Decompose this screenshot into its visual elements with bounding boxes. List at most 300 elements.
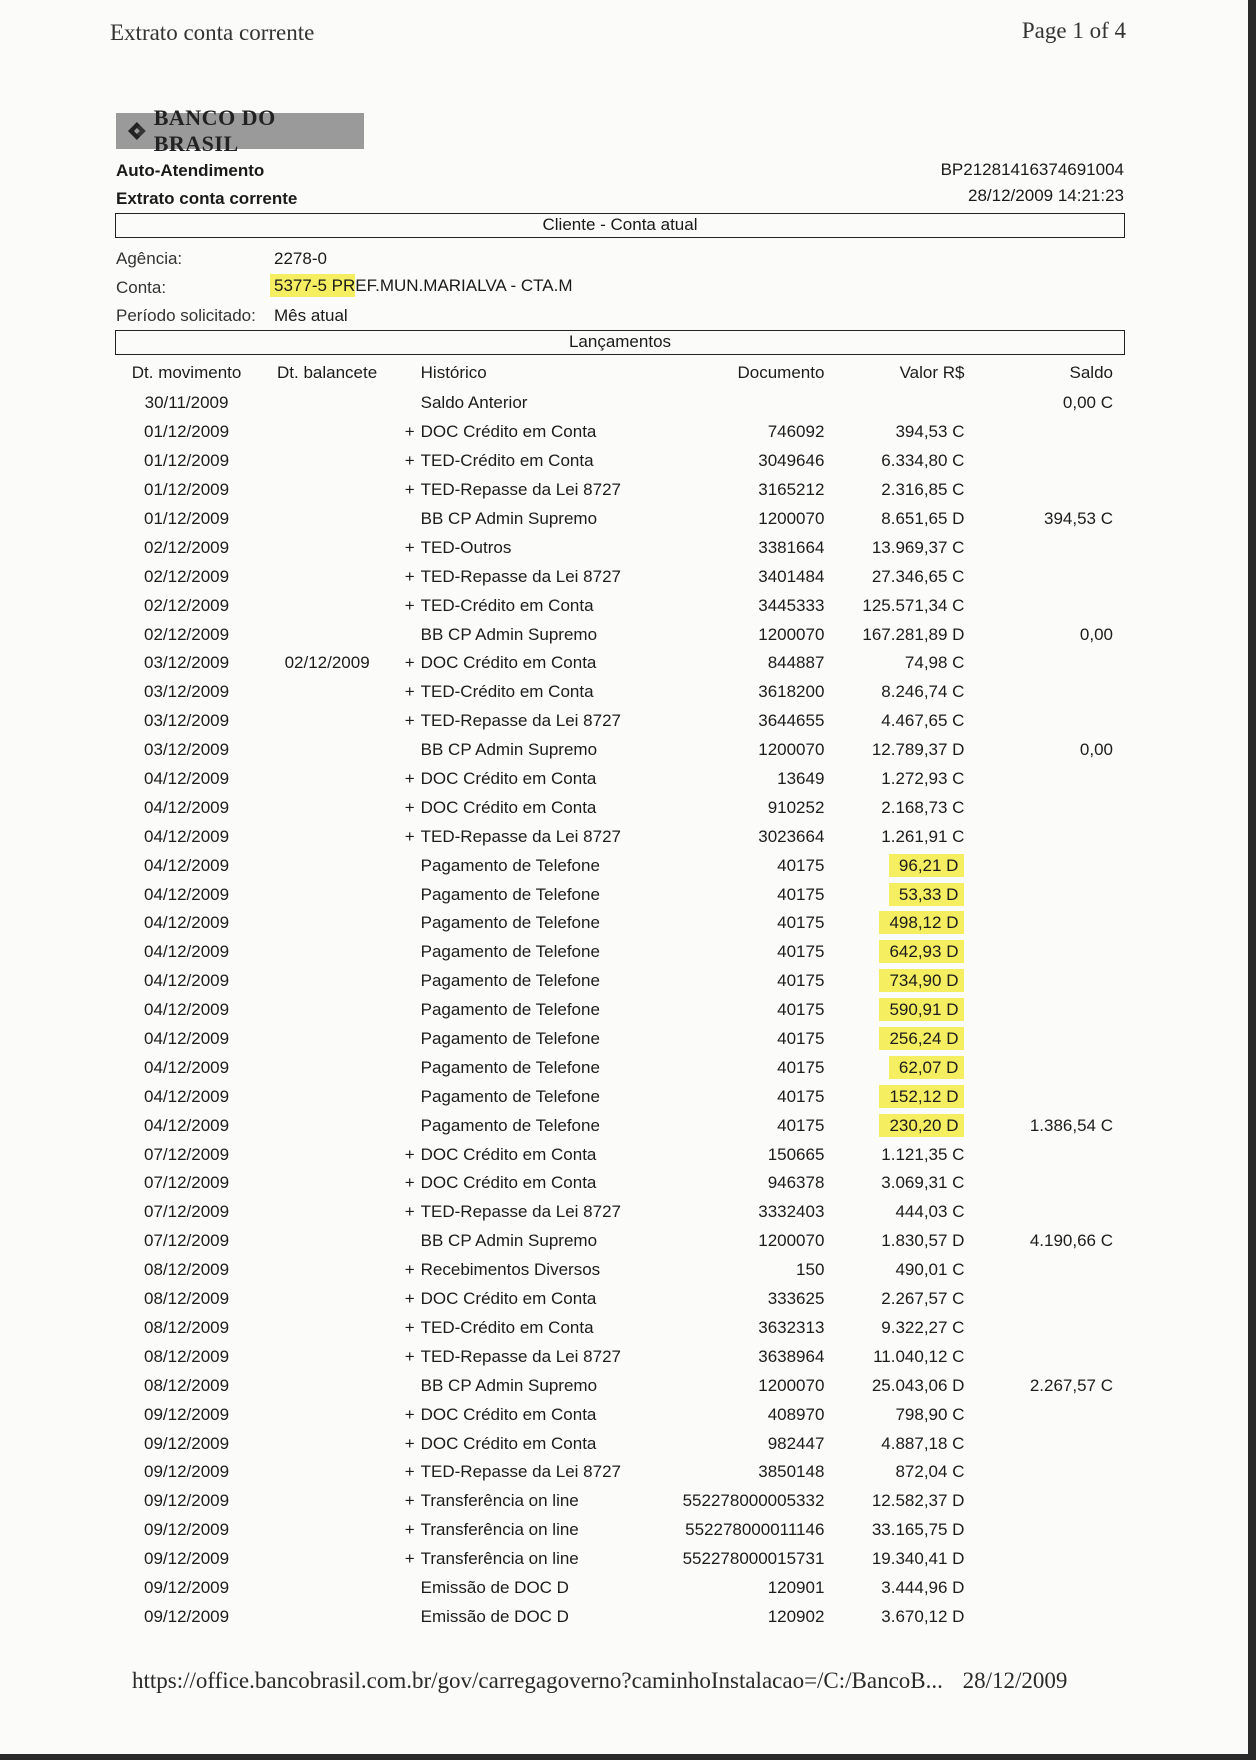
cell-valor: 167.281,89 D <box>862 624 965 644</box>
table-row <box>115 1314 1125 1343</box>
col-header-saldo: Saldo <box>1069 363 1113 382</box>
highlighted-value: 53,33 D <box>889 883 965 906</box>
cell-historico: BB CP Admin Supremo <box>420 509 598 528</box>
cell-sign <box>396 1111 421 1140</box>
scan-edge-right <box>1248 0 1256 1760</box>
cell-sign <box>396 1371 421 1400</box>
cell-saldo <box>964 793 1125 822</box>
table-row <box>115 1053 1125 1082</box>
table-row <box>115 389 1125 418</box>
cell-sign: + <box>404 711 415 731</box>
cell-saldo <box>964 1285 1125 1314</box>
cell-documento: 3644655 <box>758 711 825 731</box>
cell-valor: 444,03 C <box>895 1202 965 1222</box>
table-row <box>115 707 1125 736</box>
cell-documento: 1200070 <box>758 624 825 644</box>
cell-documento: 120901 <box>767 1577 825 1597</box>
cell-historico: DOC Crédito em Conta <box>420 1404 597 1424</box>
cell-documento: 40175 <box>777 855 825 875</box>
cell-saldo <box>964 765 1125 794</box>
cell-sign <box>396 389 421 418</box>
cell-balancete <box>258 1227 396 1256</box>
cell-saldo <box>964 1574 1125 1603</box>
cell-saldo <box>964 447 1125 476</box>
cell-documento: 552278000015731 <box>682 1549 825 1569</box>
conta-number-highlight: 5377-5 PR <box>270 274 355 297</box>
cell-date: 04/12/2009 <box>144 1029 230 1049</box>
cell-sign <box>396 909 421 938</box>
cell-historico: TED-Repasse da Lei 8727 <box>420 1346 621 1366</box>
cell-saldo <box>964 418 1125 447</box>
conta-value <box>270 276 573 296</box>
cell-balancete <box>258 1082 396 1111</box>
cell-balancete <box>258 1025 396 1054</box>
cell-balancete <box>258 793 396 822</box>
cell-valor <box>824 1053 964 1082</box>
cell-valor: 1.272,93 C <box>881 769 965 789</box>
agencia-value: 2278-0 <box>274 249 327 268</box>
cell-date: 08/12/2009 <box>144 1289 230 1309</box>
cell-balancete <box>258 1314 396 1343</box>
cell-saldo <box>964 1342 1125 1371</box>
table-row <box>115 793 1125 822</box>
table-row <box>115 1025 1125 1054</box>
cell-valor: 9.322,27 C <box>881 1317 965 1337</box>
cell-documento: 40175 <box>777 1029 825 1049</box>
cell-historico: Pagamento de Telefone <box>420 942 600 962</box>
cell-valor: 2.168,73 C <box>881 797 965 817</box>
cell-documento: 13649 <box>777 769 825 789</box>
cell-balancete <box>258 909 396 938</box>
cell-balancete <box>258 938 396 967</box>
cell-date: 04/12/2009 <box>144 1057 230 1077</box>
cell-historico: Pagamento de Telefone <box>420 913 600 933</box>
table-row <box>115 591 1125 620</box>
table-row <box>115 1429 1125 1458</box>
cell-documento: 40175 <box>777 942 825 962</box>
col-header-sign <box>396 357 421 389</box>
cell-historico: Pagamento de Telefone <box>420 1057 600 1077</box>
cell-balancete <box>258 736 396 765</box>
table-row <box>115 1082 1125 1111</box>
print-footer-url: https://office.bancobrasil.com.br/gov/carregagoverno?caminhoInstalacao=/C:/BancoB... <box>132 1668 943 1693</box>
table-row <box>115 649 1125 678</box>
cell-historico: Pagamento de Telefone <box>420 971 600 991</box>
cell-sign: + <box>404 1520 415 1540</box>
cell-valor <box>824 1082 964 1111</box>
cell-sign <box>396 1602 421 1631</box>
table-row <box>115 1458 1125 1487</box>
conta-name: EF.MUN.MARIALVA - CTA.M <box>355 276 573 295</box>
cell-saldo <box>964 533 1125 562</box>
cell-saldo <box>964 678 1125 707</box>
cell-balancete <box>258 1111 396 1140</box>
cell-sign: + <box>404 1462 415 1482</box>
bank-name-part2: BRASIL <box>153 131 239 156</box>
cell-historico: Pagamento de Telefone <box>420 1115 600 1135</box>
cell-historico: TED-Repasse da Lei 8727 <box>420 480 621 500</box>
conta-label: Conta: <box>116 278 167 297</box>
cell-balancete <box>258 533 396 562</box>
cell-sign: + <box>404 826 415 846</box>
cell-valor <box>824 851 964 880</box>
cell-valor: 3.069,31 C <box>881 1173 965 1193</box>
service-label: Auto-Atendimento <box>116 161 265 180</box>
cell-historico: Pagamento de Telefone <box>420 1029 600 1049</box>
cell-saldo <box>964 1053 1125 1082</box>
cell-saldo <box>964 1198 1125 1227</box>
highlighted-value: 152,12 D <box>879 1085 964 1108</box>
cell-historico: TED-Repasse da Lei 8727 <box>420 1462 621 1482</box>
table-row <box>115 1487 1125 1516</box>
cell-valor: 12.582,37 D <box>871 1491 965 1511</box>
report-type-label: Extrato conta corrente <box>116 189 298 208</box>
col-header-documento: Documento <box>737 363 825 382</box>
cell-saldo <box>964 1545 1125 1574</box>
cell-sign: + <box>404 1317 415 1337</box>
cell-valor: 490,01 C <box>895 1260 965 1280</box>
table-header-row <box>115 357 1125 389</box>
cell-sign: + <box>404 1260 415 1280</box>
bank-logo <box>116 105 364 156</box>
table-row <box>115 880 1125 909</box>
cell-saldo <box>964 880 1125 909</box>
cell-sign <box>396 938 421 967</box>
cell-date: 04/12/2009 <box>144 855 230 875</box>
table-row <box>115 418 1125 447</box>
table-row <box>115 967 1125 996</box>
cell-date: 04/12/2009 <box>144 1086 230 1106</box>
cell-balancete <box>258 1256 396 1285</box>
cell-valor: 3.444,96 D <box>881 1577 965 1597</box>
cell-documento <box>676 389 824 418</box>
print-header-title: Extrato conta corrente <box>110 20 315 45</box>
cell-sign: + <box>404 769 415 789</box>
cell-documento: 1200070 <box>758 740 825 760</box>
cell-historico: BB CP Admin Supremo <box>420 1231 598 1251</box>
cell-date: 02/12/2009 <box>144 624 230 644</box>
cell-valor: 4.467,65 C <box>881 711 965 731</box>
cell-saldo <box>964 851 1125 880</box>
col-header-balancete: Dt. balancete <box>277 363 378 382</box>
cell-documento: 150 <box>796 1260 825 1280</box>
cell-sign: + <box>404 1346 415 1366</box>
table-row <box>115 1602 1125 1631</box>
cell-saldo <box>964 591 1125 620</box>
cell-documento: 40175 <box>777 1086 825 1106</box>
cell-historico: TED-Crédito em Conta <box>420 682 594 702</box>
cell-sign <box>396 505 421 534</box>
table-row <box>115 822 1125 851</box>
report-code: BP21281416374691004 <box>940 160 1124 179</box>
cell-historico: DOC Crédito em Conta <box>420 653 597 673</box>
cell-documento: 844887 <box>767 653 825 673</box>
cell-valor <box>824 909 964 938</box>
scan-edge-bottom <box>0 1754 1256 1760</box>
table-row <box>115 1140 1125 1169</box>
cell-saldo <box>964 1400 1125 1429</box>
cell-balancete <box>258 1429 396 1458</box>
cell-historico: DOC Crédito em Conta <box>420 1144 597 1164</box>
transactions-section-title: Lançamentos <box>568 332 672 351</box>
cell-valor: 872,04 C <box>895 1462 965 1482</box>
table-row <box>115 996 1125 1025</box>
cell-date: 07/12/2009 <box>144 1144 230 1164</box>
cell-documento: 40175 <box>777 971 825 991</box>
cell-valor: 394,53 C <box>895 422 965 442</box>
cell-valor: 2.316,85 C <box>881 480 965 500</box>
cell-sign: + <box>404 1549 415 1569</box>
cell-date: 07/12/2009 <box>144 1173 230 1193</box>
cell-historico: Transferência on line <box>420 1549 579 1569</box>
cell-valor: 19.340,41 D <box>871 1549 965 1569</box>
cell-documento: 40175 <box>777 1115 825 1135</box>
cell-sign <box>396 620 421 649</box>
table-row <box>115 476 1125 505</box>
bank-name <box>154 105 364 157</box>
cell-sign <box>396 880 421 909</box>
cell-valor <box>824 880 964 909</box>
cell-saldo <box>964 562 1125 591</box>
print-footer-date: 28/12/2009 <box>962 1668 1068 1693</box>
table-row <box>115 533 1125 562</box>
cell-valor: 798,90 C <box>895 1404 965 1424</box>
cell-valor <box>824 967 964 996</box>
cell-date: 04/12/2009 <box>144 1115 230 1135</box>
cell-documento: 408970 <box>767 1404 825 1424</box>
cell-historico: Transferência on line <box>420 1491 579 1511</box>
cell-date: 04/12/2009 <box>144 942 230 962</box>
cell-documento: 40175 <box>777 1000 825 1020</box>
cell-date: 01/12/2009 <box>144 480 230 500</box>
cell-valor <box>824 389 964 418</box>
cell-historico: Emissão de DOC D <box>420 1606 569 1626</box>
cell-date: 02/12/2009 <box>144 595 230 615</box>
cell-valor <box>824 996 964 1025</box>
cell-sign <box>396 1053 421 1082</box>
cell-documento: 552278000005332 <box>682 1491 825 1511</box>
cell-balancete <box>258 1458 396 1487</box>
cell-saldo <box>964 1516 1125 1545</box>
cell-saldo <box>964 649 1125 678</box>
cell-balancete <box>258 1342 396 1371</box>
cell-documento: 746092 <box>767 422 825 442</box>
cell-historico: BB CP Admin Supremo <box>420 740 598 760</box>
cell-documento: 982447 <box>767 1433 825 1453</box>
cell-balancete <box>258 967 396 996</box>
cell-documento: 3618200 <box>758 682 825 702</box>
cell-valor: 1.261,91 C <box>881 826 965 846</box>
cell-historico: TED-Repasse da Lei 8727 <box>420 1202 621 1222</box>
cell-historico: TED-Crédito em Conta <box>420 1317 594 1337</box>
cell-sign: + <box>404 422 415 442</box>
cell-documento: 150665 <box>767 1144 825 1164</box>
cell-historico: Emissão de DOC D <box>420 1577 569 1597</box>
cell-date: 08/12/2009 <box>144 1375 230 1395</box>
cell-saldo <box>964 909 1125 938</box>
table-row <box>115 1342 1125 1371</box>
highlighted-value: 62,07 D <box>889 1056 965 1079</box>
table-row <box>115 851 1125 880</box>
cell-historico: Pagamento de Telefone <box>420 1000 600 1020</box>
cell-saldo <box>964 1140 1125 1169</box>
periodo-label: Período solicitado: <box>116 306 256 325</box>
cell-documento: 3638964 <box>758 1346 825 1366</box>
cell-documento: 40175 <box>777 884 825 904</box>
cell-date: 08/12/2009 <box>144 1317 230 1337</box>
table-row <box>115 1400 1125 1429</box>
cell-date: 01/12/2009 <box>144 509 230 528</box>
cell-documento: 3023664 <box>758 826 825 846</box>
table-row <box>115 1111 1125 1140</box>
transactions-body <box>115 389 1125 1631</box>
highlighted-value: 256,24 D <box>879 1027 964 1050</box>
print-footer <box>132 1668 1067 1694</box>
cell-saldo: 0,00 C <box>1062 393 1113 413</box>
cell-date: 01/12/2009 <box>144 451 230 471</box>
cell-sign: + <box>404 595 415 615</box>
cell-sign <box>396 851 421 880</box>
cell-documento: 3332403 <box>758 1202 825 1222</box>
cell-balancete <box>258 505 396 534</box>
table-row <box>115 1285 1125 1314</box>
cell-historico: BB CP Admin Supremo <box>420 624 598 644</box>
cell-balancete <box>258 447 396 476</box>
table-row <box>115 765 1125 794</box>
cell-balancete <box>258 1602 396 1631</box>
cell-sign <box>396 1082 421 1111</box>
cell-saldo <box>964 1458 1125 1487</box>
cell-valor: 3.670,12 D <box>881 1606 965 1626</box>
cell-sign: + <box>404 1491 415 1511</box>
cell-date: 07/12/2009 <box>144 1231 230 1251</box>
cell-date: 04/12/2009 <box>144 913 230 933</box>
cell-valor: 4.887,18 C <box>881 1433 965 1453</box>
cell-saldo <box>964 967 1125 996</box>
cell-balancete <box>258 1371 396 1400</box>
table-row <box>115 1371 1125 1400</box>
cell-documento: 40175 <box>777 1057 825 1077</box>
cell-sign <box>396 1574 421 1603</box>
cell-balancete <box>258 1285 396 1314</box>
cell-sign <box>396 996 421 1025</box>
cell-documento: 3445333 <box>758 595 825 615</box>
cell-documento: 1200070 <box>758 509 825 528</box>
cell-saldo: 1.386,54 C <box>1029 1115 1113 1135</box>
cell-date: 04/12/2009 <box>144 884 230 904</box>
cell-saldo <box>964 1256 1125 1285</box>
cell-saldo <box>964 1082 1125 1111</box>
cell-sign <box>396 736 421 765</box>
cell-balancete <box>258 591 396 620</box>
cell-sign: + <box>404 653 415 673</box>
cell-sign <box>396 1227 421 1256</box>
cell-date: 02/12/2009 <box>144 566 230 586</box>
cell-date: 04/12/2009 <box>144 826 230 846</box>
table-row <box>115 447 1125 476</box>
cell-saldo <box>964 476 1125 505</box>
cell-documento: 3850148 <box>758 1462 825 1482</box>
cell-valor <box>824 938 964 967</box>
cell-sign: + <box>404 1202 415 1222</box>
report-datetime: 28/12/2009 14:21:23 <box>968 186 1124 205</box>
cell-valor: 8.651,65 D <box>881 509 965 528</box>
cell-valor: 8.246,74 C <box>881 682 965 702</box>
cell-sign: + <box>404 451 415 471</box>
cell-date: 03/12/2009 <box>144 682 230 702</box>
cell-historico: BB CP Admin Supremo <box>420 1375 598 1395</box>
table-row <box>115 620 1125 649</box>
cell-saldo <box>964 822 1125 851</box>
cell-date: 07/12/2009 <box>144 1202 230 1222</box>
table-row <box>115 1545 1125 1574</box>
cell-saldo <box>964 1487 1125 1516</box>
cell-balancete <box>258 996 396 1025</box>
cell-valor <box>824 1025 964 1054</box>
cell-valor: 12.789,37 D <box>871 740 965 760</box>
cell-date: 04/12/2009 <box>144 769 230 789</box>
cell-documento: 910252 <box>767 797 825 817</box>
cell-documento: 120902 <box>767 1606 825 1626</box>
cell-saldo: 0,00 <box>1079 740 1113 760</box>
cell-sign: + <box>404 480 415 500</box>
cell-date: 08/12/2009 <box>144 1346 230 1366</box>
cell-balancete <box>258 822 396 851</box>
cell-saldo: 4.190,66 C <box>1029 1231 1113 1251</box>
table-row <box>115 1516 1125 1545</box>
cell-historico: DOC Crédito em Conta <box>420 797 597 817</box>
cell-balancete <box>258 1140 396 1169</box>
cell-date: 09/12/2009 <box>144 1462 230 1482</box>
cell-date: 03/12/2009 <box>144 653 230 673</box>
cell-sign: + <box>404 1173 415 1193</box>
table-row <box>115 1256 1125 1285</box>
cell-saldo: 394,53 C <box>1044 509 1113 528</box>
cell-date: 30/11/2009 <box>144 393 229 413</box>
cell-documento: 3049646 <box>758 451 825 471</box>
highlighted-value: 498,12 D <box>879 911 964 934</box>
cell-valor: 125.571,34 C <box>862 595 965 615</box>
cell-documento: 3165212 <box>758 480 825 500</box>
cell-saldo <box>964 938 1125 967</box>
cell-saldo <box>964 1169 1125 1198</box>
cell-valor: 25.043,06 D <box>871 1375 965 1395</box>
cell-balancete <box>258 562 396 591</box>
cell-balancete <box>258 1053 396 1082</box>
cell-documento: 552278000011146 <box>685 1520 825 1540</box>
cell-date: 03/12/2009 <box>144 740 230 760</box>
cell-balancete: 02/12/2009 <box>284 653 370 673</box>
cell-date: 01/12/2009 <box>144 422 230 442</box>
cell-saldo <box>964 1429 1125 1458</box>
cell-historico: DOC Crédito em Conta <box>420 422 597 442</box>
cell-saldo <box>964 707 1125 736</box>
table-row <box>115 505 1125 534</box>
bank-name-part1: BANCO DO <box>153 105 276 130</box>
cell-balancete <box>258 1169 396 1198</box>
cell-historico: DOC Crédito em Conta <box>420 1289 597 1309</box>
cell-documento: 3381664 <box>758 537 825 557</box>
cell-saldo <box>964 1025 1125 1054</box>
cell-valor: 27.346,65 C <box>871 566 965 586</box>
table-row <box>115 1227 1125 1256</box>
cell-historico: TED-Crédito em Conta <box>420 451 594 471</box>
cell-historico: Recebimentos Diversos <box>420 1260 601 1280</box>
cell-balancete <box>258 418 396 447</box>
cell-balancete <box>258 389 396 418</box>
cell-historico: DOC Crédito em Conta <box>420 1173 597 1193</box>
cell-historico: DOC Crédito em Conta <box>420 769 597 789</box>
